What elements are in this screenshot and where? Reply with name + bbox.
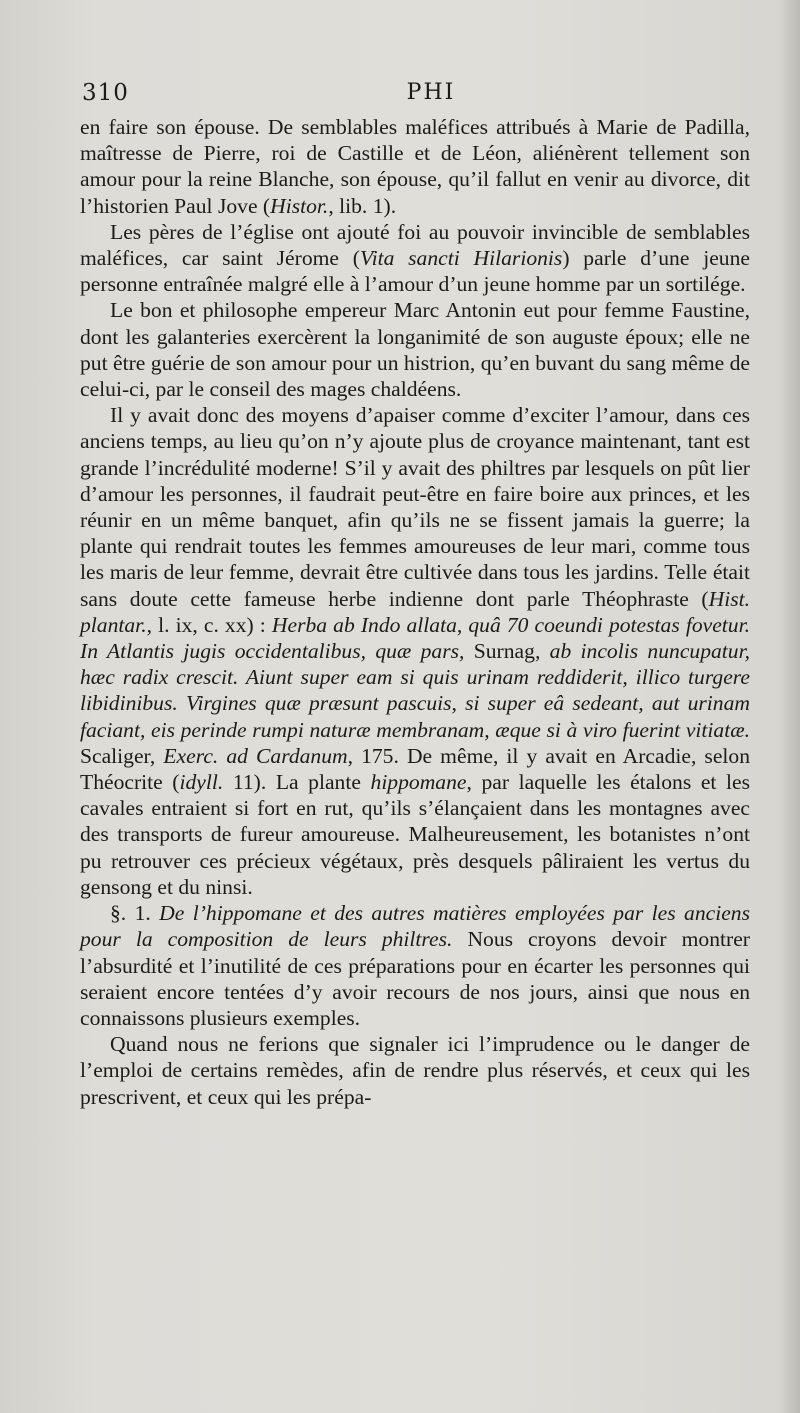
- body-text: [80, 114, 750, 1110]
- text-run: , par laquelle les étalons et les cavales entraient si fort en rut, qu’ils s’élançaient dans les montagnes avec des transports de fureur amoureuse. Malheureusement, les botanistes n’ont pu retrouver ces précieux végétaux, près desquels pâliraient les vertus du gensong et du ninsi.: [80, 770, 750, 899]
- italic-text: Vita sancti Hilarionis: [359, 246, 563, 271]
- italic-text: , ab incolis nuncupatur, hæc radix crescit. Aiunt super eam si quis urinam reddiderit, illico turgere libidinibus. Virgines quæ præsunt pascuis, si super eâ sedeant, aut urinam faciant, eis perinde rumpi naturæ membranam, æque si à viro fuerint vitiatæ.: [80, 639, 750, 742]
- italic-text: Hist. plantar.: [80, 586, 750, 637]
- italic-text: Herba ab Indo allata, quâ 70 coeundi potestas fovetur. In Atlantis jugis occidentalibus, quæ pars,: [80, 612, 750, 664]
- text-run: ) parle d’une jeune personne entraînée malgré elle à l’amour d’un jeune homme par un sortilége.: [80, 246, 750, 297]
- running-head: PHI: [406, 80, 456, 105]
- italic-text: idyll.: [179, 770, 224, 795]
- paragraph: [80, 297, 750, 402]
- text-run: 11). La plante: [223, 770, 371, 795]
- page-edge-shadow: [778, 0, 800, 1413]
- text-run: en faire son épouse. De semblables maléfices attribués à Marie de Padilla, maîtresse de Pierre, roi de Castille et de Léon, aliénèrent tellement son amour pour la reine Blanche, son épouse, qu’il fallut en venir au divorce, dit l’historien Paul Jove (: [80, 115, 750, 218]
- text-run: Quand nous ne ferions que signaler ici l’imprudence ou le danger de l’emploi de certains remèdes, afin de rendre plus réservés, et ceux qui les prescrivent, et ceux qui les prépa-: [80, 1032, 750, 1109]
- paragraph: [80, 1031, 750, 1110]
- paragraph: [80, 900, 750, 1031]
- text-run: Nous croyons devoir montrer l’absurdité et l’inutilité de ces préparations pour en écarter les personnes qui seraient encore tentées d’y avoir recours de nos jours, ainsi que nous en connaissons plusieurs exemples.: [80, 927, 750, 1030]
- paragraph: [80, 402, 750, 900]
- text-run: , lib. 1).: [328, 193, 397, 218]
- text-run: Les pères de l’église ont ajouté foi au pouvoir invincible de semblables maléfices, car saint Jérome (: [80, 219, 750, 271]
- italic-text: De l’hippomane et des autres matières employées par les anciens pour la composition de leurs philtres.: [80, 901, 750, 952]
- text-run: Le bon et philosophe empereur Marc Antonin eut pour femme Faustine, dont les galanteries exercèrent la longanimité de son auguste époux; elle ne put être guérie de son amour pour un histrion, qu’en buvant du sang même de celui-ci, par le conseil des mages chaldéens.: [80, 298, 750, 402]
- text-run: Surnag: [473, 639, 535, 664]
- page-number: 310: [82, 80, 129, 106]
- text-run: , l. ix, c. xx) :: [146, 612, 272, 637]
- italic-text: Exerc. ad Cardanum: [163, 743, 348, 768]
- text-run: Scaliger,: [80, 743, 164, 768]
- page-header: [82, 80, 750, 110]
- paragraph: [80, 114, 750, 219]
- paragraph: [80, 219, 750, 298]
- italic-text: Histor.: [270, 193, 329, 218]
- text-run: §. 1.: [110, 901, 160, 926]
- text-run: , 175. De même, il y avait en Arcadie, selon Théocrite (: [80, 743, 751, 795]
- text-run: Il y avait donc des moyens d’apaiser comme d’exciter l’amour, dans ces anciens temps, au lieu qu’on n’y ajoute plus de croyance maintenant, tant est grande l’incrédulité moderne! S’il y avait des philtres par lesquels on pût lier d’amour les personnes, il faudrait peut-être en faire boire aux princes, et les réunir en un même banquet, afin qu’ils ne se fissent jamais la guerre; la plante qui rendrait toutes les femmes amoureuses de leur mari, comme tous les maris de leur femme, devrait être cultivée dans tous les jardins. Telle était sans doute cette fameuse herbe indienne dont parle Théophraste (: [80, 403, 750, 611]
- italic-text: hippomane: [370, 770, 467, 795]
